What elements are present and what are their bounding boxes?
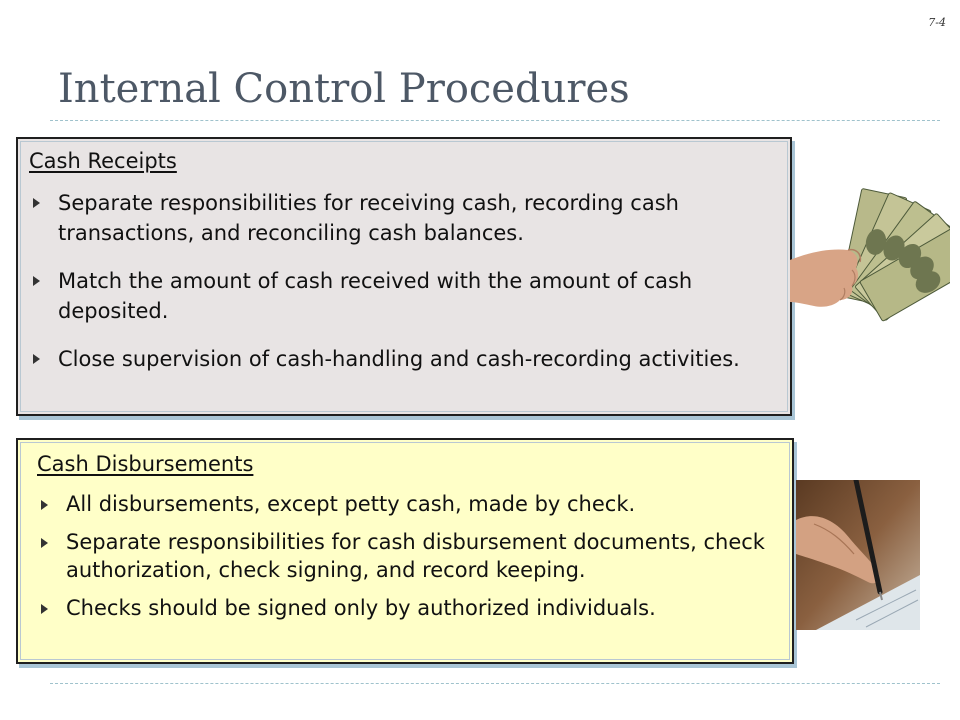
cash-disbursements-heading: Cash Disbursements [37,452,254,476]
hand-holding-cash-image [790,182,950,322]
triangle-bullet-icon [41,538,48,548]
cash-receipts-heading: Cash Receipts [29,149,177,173]
cash-disbursements-box [16,438,794,664]
cash-receipts-list [28,188,778,392]
bottom-divider [50,683,940,684]
list-item-text: Separate responsibilities for receiving cash, recording cash transactions, and reconciling cash balances. [58,191,679,245]
triangle-bullet-icon [33,354,40,364]
list-item [36,490,786,518]
slide-number: 7-4 [928,16,946,29]
triangle-bullet-icon [33,276,40,286]
list-item [28,266,778,326]
triangle-bullet-icon [41,500,48,510]
cash-disbursements-list [36,490,786,632]
list-item [36,528,786,584]
list-item [36,594,786,622]
cash-receipts-box [16,137,792,416]
list-item-text: Checks should be signed only by authorized individuals. [66,596,656,620]
list-item-text: Match the amount of cash received with the amount of cash deposited. [58,269,693,323]
list-item [28,344,778,374]
page-title: Internal Control Procedures [58,66,630,112]
triangle-bullet-icon [33,198,40,208]
list-item-text: Close supervision of cash-handling and cash-recording activities. [58,347,740,371]
list-item [28,188,778,248]
list-item-text: Separate responsibilities for cash disbursement documents, check authorization, check signing, and record keeping. [66,530,765,582]
hand-signing-check-image [796,480,920,630]
triangle-bullet-icon [41,604,48,614]
list-item-text: All disbursements, except petty cash, made by check. [66,492,636,516]
top-divider [50,120,940,121]
